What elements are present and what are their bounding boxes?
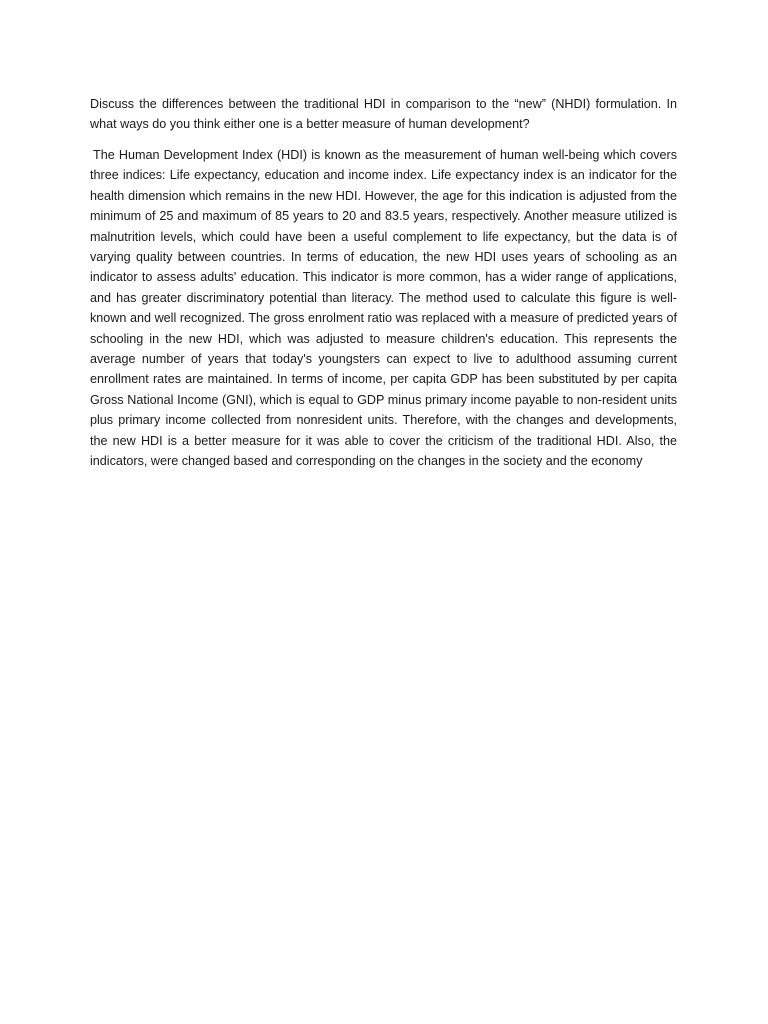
question-paragraph: Discuss the differences between the traditional HDI in comparison to the “new” (NHDI) formulation. In what ways do you think either one is a better measure of human development? <box>90 97 677 132</box>
answer-paragraph: The Human Development Index (HDI) is known as the measurement of human well-being which covers three indices: Life expectancy, education and income index. Life expectancy index is an indicator for the health dimension which remains in the new HDI. However, the age for this indication is adjusted from the minimum of 25 and maximum of 85 years to 20 and 83.5 years, respectively. Another measure utilized is malnutrition levels, which could have been a useful complement to life expectancy, but the data is of varying quality between countries. In terms of education, the new HDI uses years of schooling as an indicator to assess adults' education. This indicator is more common, has a wider range of applications, and has greater discriminatory potential than literacy. The method used to calculate this figure is well-known and well recognized. The gross enrolment ratio was replaced with a measure of predicted years of schooling in the new HDI, which was adjusted to measure children's education. This represents the average number of years that today's youngsters can expect to live to adulthood assuming current enrollment rates are maintained. In terms of income, per capita GDP has been substituted by per capita Gross National Income (GNI), which is equal to GDP minus primary income payable to non-resident units plus primary income collected from nonresident units. Therefore, with the changes and developments, the new HDI is a better measure for it was able to cover the criticism of the traditional HDI. Also, the indicators, were changed based and corresponding on the changes in the society and the economy <box>90 148 677 469</box>
